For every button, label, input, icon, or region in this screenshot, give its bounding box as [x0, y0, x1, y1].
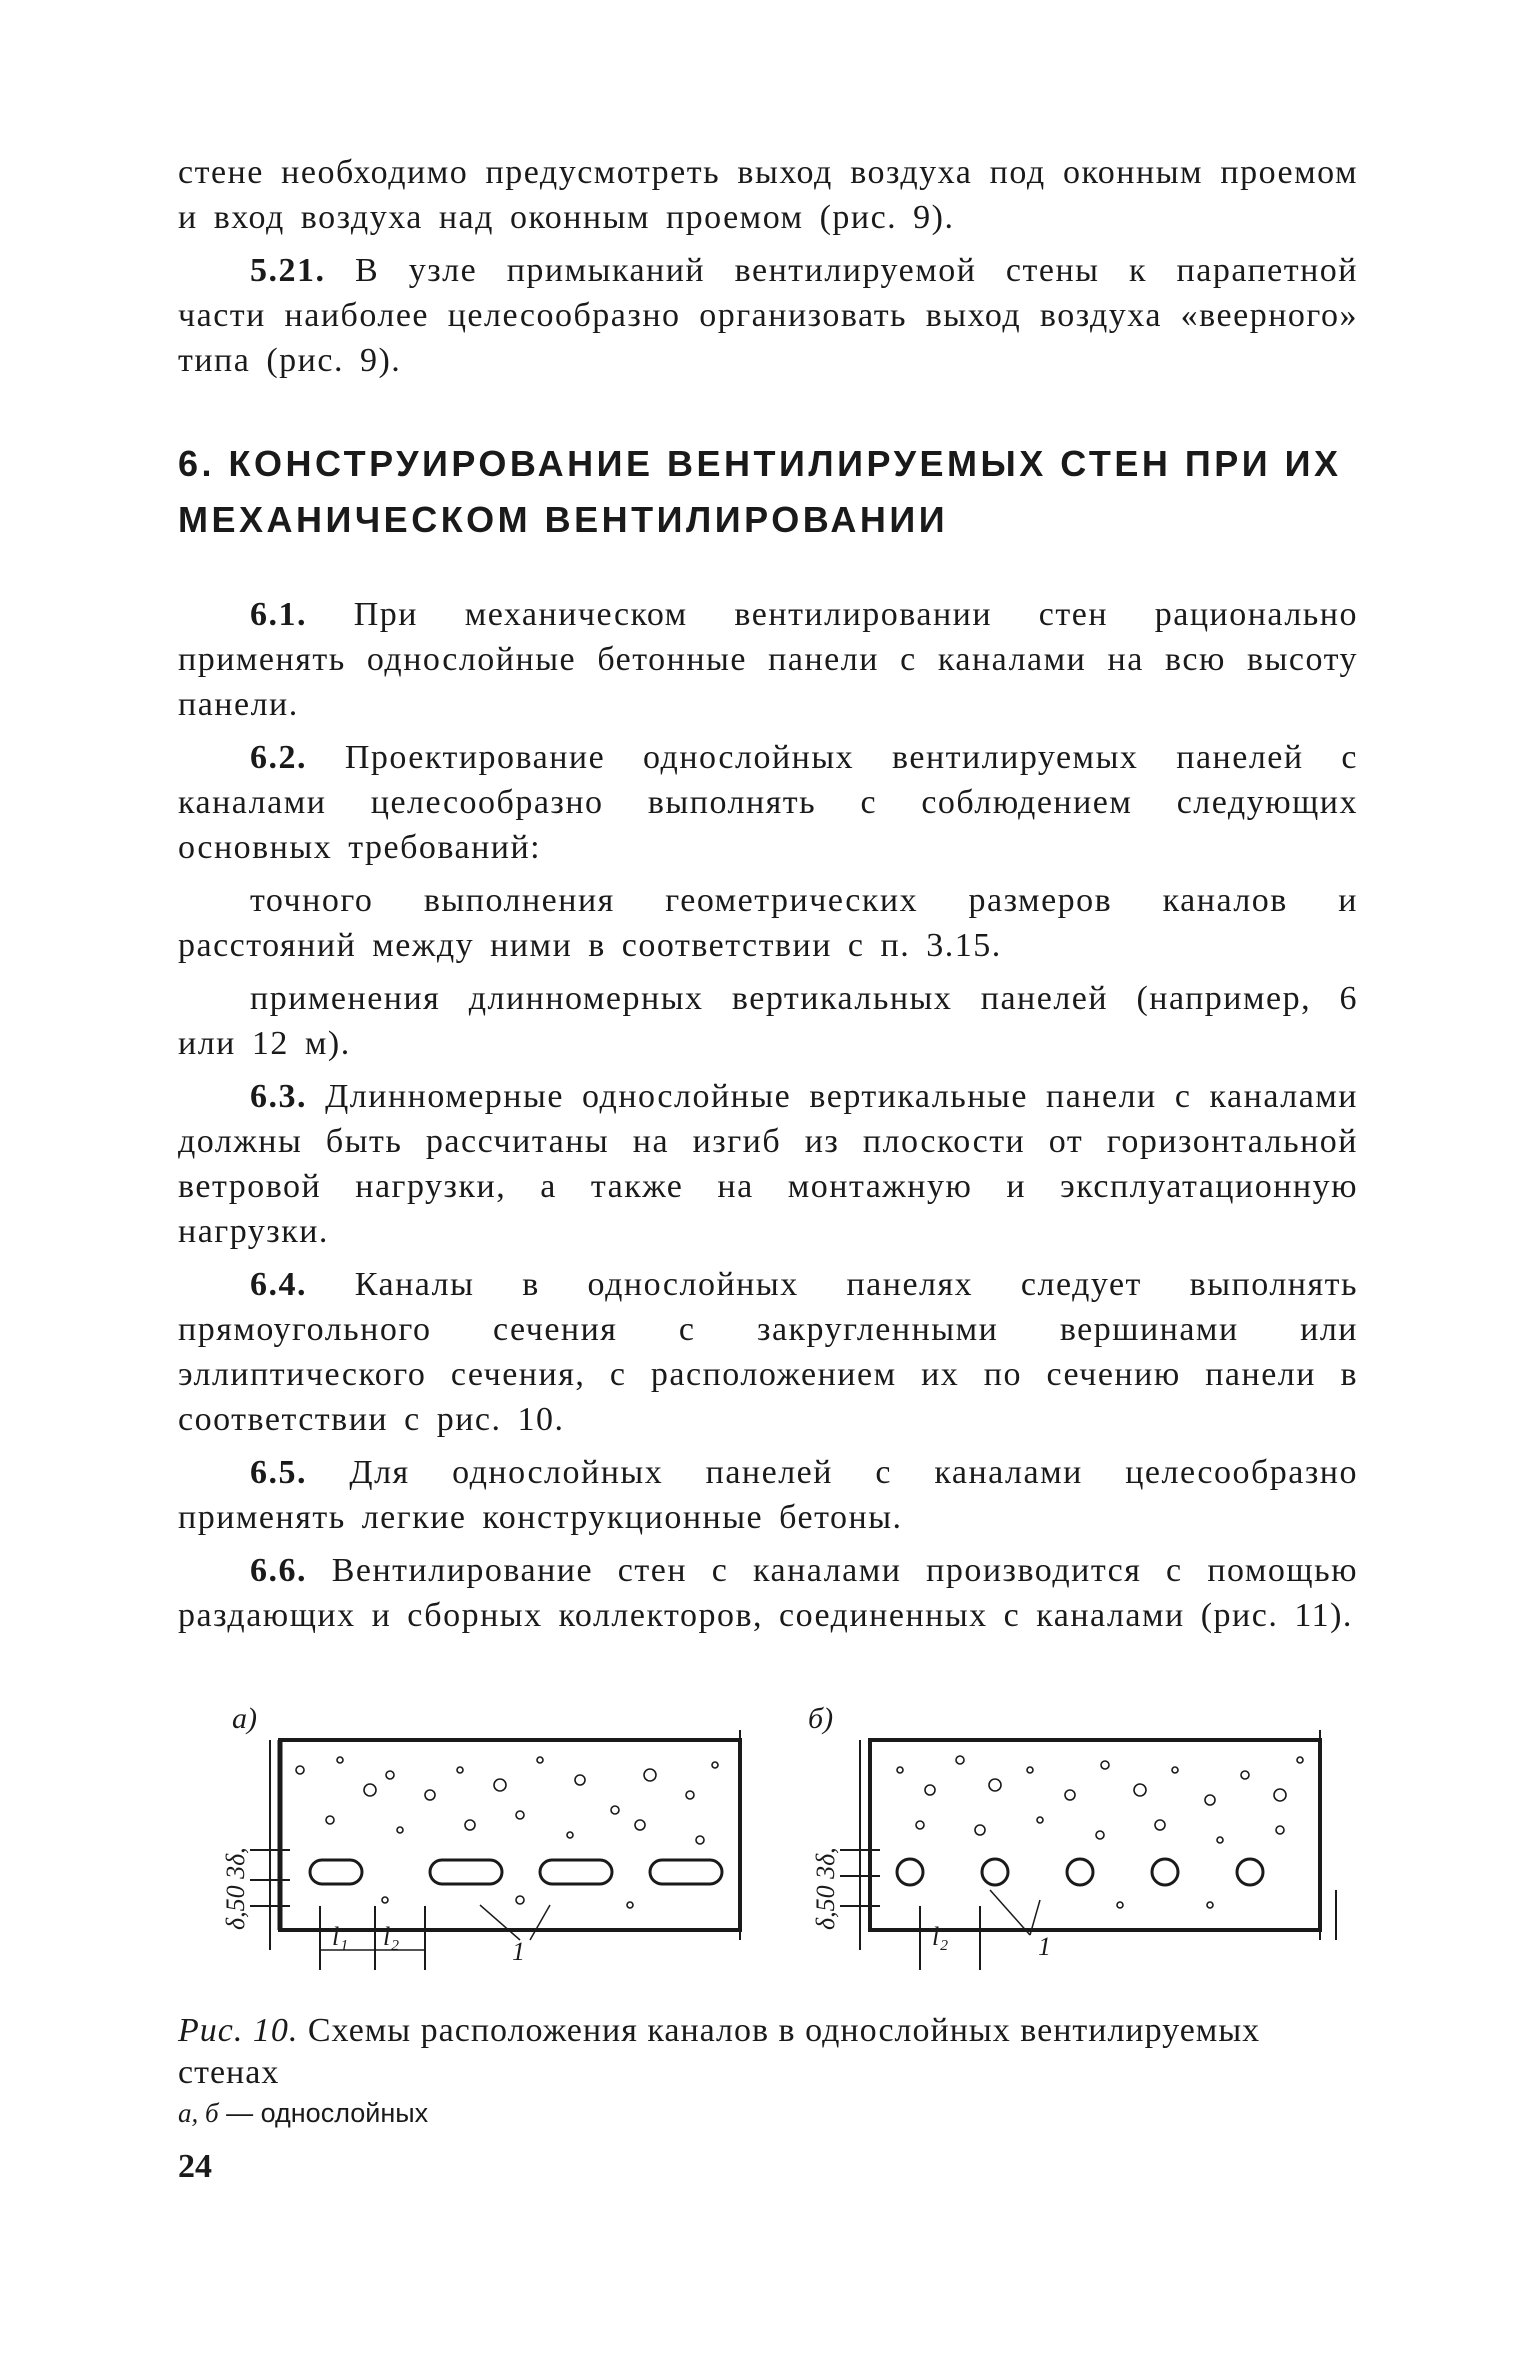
- clause-text: Для однослойных панелей с каналами целесообразно применять легкие конструкционные бетоны.: [178, 1454, 1358, 1536]
- dimension-label-a: δ,50 3δ,: [221, 1847, 250, 1930]
- clause-number: 6.1.: [250, 596, 307, 633]
- panel-a-section: [250, 1730, 740, 1970]
- channel-oval: [540, 1860, 612, 1884]
- paragraph-5-21: [178, 248, 1358, 383]
- paragraph-6-2-item-b: применения длинномерных вертикальных панелей (например, 6 или 12 м).: [178, 980, 1358, 1062]
- paragraph-6-6: [178, 1548, 1358, 1638]
- figure-label-a: а): [232, 1702, 257, 1735]
- paragraph-6-5: [178, 1450, 1358, 1540]
- channel-oval: [430, 1860, 502, 1884]
- clause-number: 6.6.: [250, 1552, 307, 1589]
- channel-circle: [982, 1859, 1008, 1885]
- subcaption-text: — однослойных: [218, 2098, 429, 2128]
- paragraph-6-3: [178, 1074, 1358, 1254]
- channel-circle: [1067, 1859, 1093, 1885]
- channel-oval: [650, 1860, 722, 1884]
- paragraph-6-1: [178, 592, 1358, 727]
- paragraph-6-2-item-a: точного выполнения геометрических размеров каналов и расстояний между ними в соответствии с п. 3.15.: [178, 882, 1358, 964]
- caption-text: Схемы расположения каналов в однослойных вентилируемых стенах: [178, 2012, 1261, 2091]
- paragraph-continuation: стене необходимо предусмотреть выход воздуха под оконным проемом и вход воздуха над оконным проемом (рис. 9).: [178, 154, 1358, 236]
- clause-number: 5.21.: [250, 252, 326, 289]
- dimension-l2-a: l₂: [383, 1922, 400, 1951]
- clause-text: Каналы в однослойных панелях следует выполнять прямоугольного сечения с закругленными вершинами или эллиптического сечения, с расположением их по сечению панели в соответствии с рис. 10.: [178, 1266, 1358, 1438]
- clause-text: Вентилирование стен с каналами производится с помощью раздающих и сборных коллекторов, соединенных с каналами (рис. 11).: [178, 1552, 1358, 1634]
- channel-circle: [1152, 1859, 1178, 1885]
- clause-number: 6.2.: [250, 739, 307, 776]
- subcaption-letters: а, б: [178, 2098, 219, 2128]
- figure-subcaption: [178, 2098, 428, 2129]
- channel-circle: [897, 1859, 923, 1885]
- dimension-l1: l₁: [332, 1922, 349, 1951]
- panel-a-outline: [280, 1740, 740, 1930]
- caption-lead: Рис. 10.: [178, 2012, 299, 2049]
- clause-text: В узле примыканий вентилируемой стены к парапетной части наиболее целесообразно организовать выход воздуха «веерного» типа (рис. 9).: [178, 252, 1358, 379]
- clause-text: Проектирование однослойных вентилируемых панелей с каналами целесообразно выполнять с соблюдением следующих основных требований:: [178, 739, 1358, 866]
- channel-oval: [310, 1860, 362, 1884]
- body-text-section-6: [178, 592, 1358, 1638]
- dimension-label-b: δ,50 3δ,: [811, 1847, 840, 1930]
- body-text-top: [178, 150, 1358, 383]
- page-number: 24: [178, 2148, 212, 2185]
- callout-1-a: 1: [512, 1937, 525, 1966]
- clause-number: 6.3.: [250, 1078, 307, 1115]
- paragraph-6-4: [178, 1262, 1358, 1442]
- panel-b-section: [840, 1730, 1336, 1970]
- figure-caption: [178, 2010, 1358, 2094]
- channel-circle: [1237, 1859, 1263, 1885]
- clause-number: 6.4.: [250, 1266, 307, 1303]
- clause-text: Длинномерные однослойные вертикальные панели с каналами должны быть рассчитаны на изгиб из плоскости от горизонтальной ветровой нагрузки, а также на монтажную и эксплуатационную нагрузки.: [178, 1078, 1358, 1250]
- paragraph-6-2: [178, 735, 1358, 870]
- dimension-l2-b: l₂: [932, 1922, 949, 1951]
- figure-10-channel-schemes: [220, 1700, 1360, 2030]
- clause-number: 6.5.: [250, 1454, 307, 1491]
- figure-label-b: б): [808, 1702, 834, 1735]
- clause-text: При механическом вентилировании стен рационально применять однослойные бетонные панели с каналами на всю высоту панели.: [178, 596, 1358, 723]
- callout-1-b: 1: [1038, 1932, 1051, 1961]
- section-heading: 6. КОНСТРУИРОВАНИЕ ВЕНТИЛИРУЕМЫХ СТЕН ПРИ ИХ МЕХАНИЧЕСКОМ ВЕНТИЛИРОВАНИИ: [178, 443, 1342, 540]
- panel-b-outline: [870, 1740, 1320, 1930]
